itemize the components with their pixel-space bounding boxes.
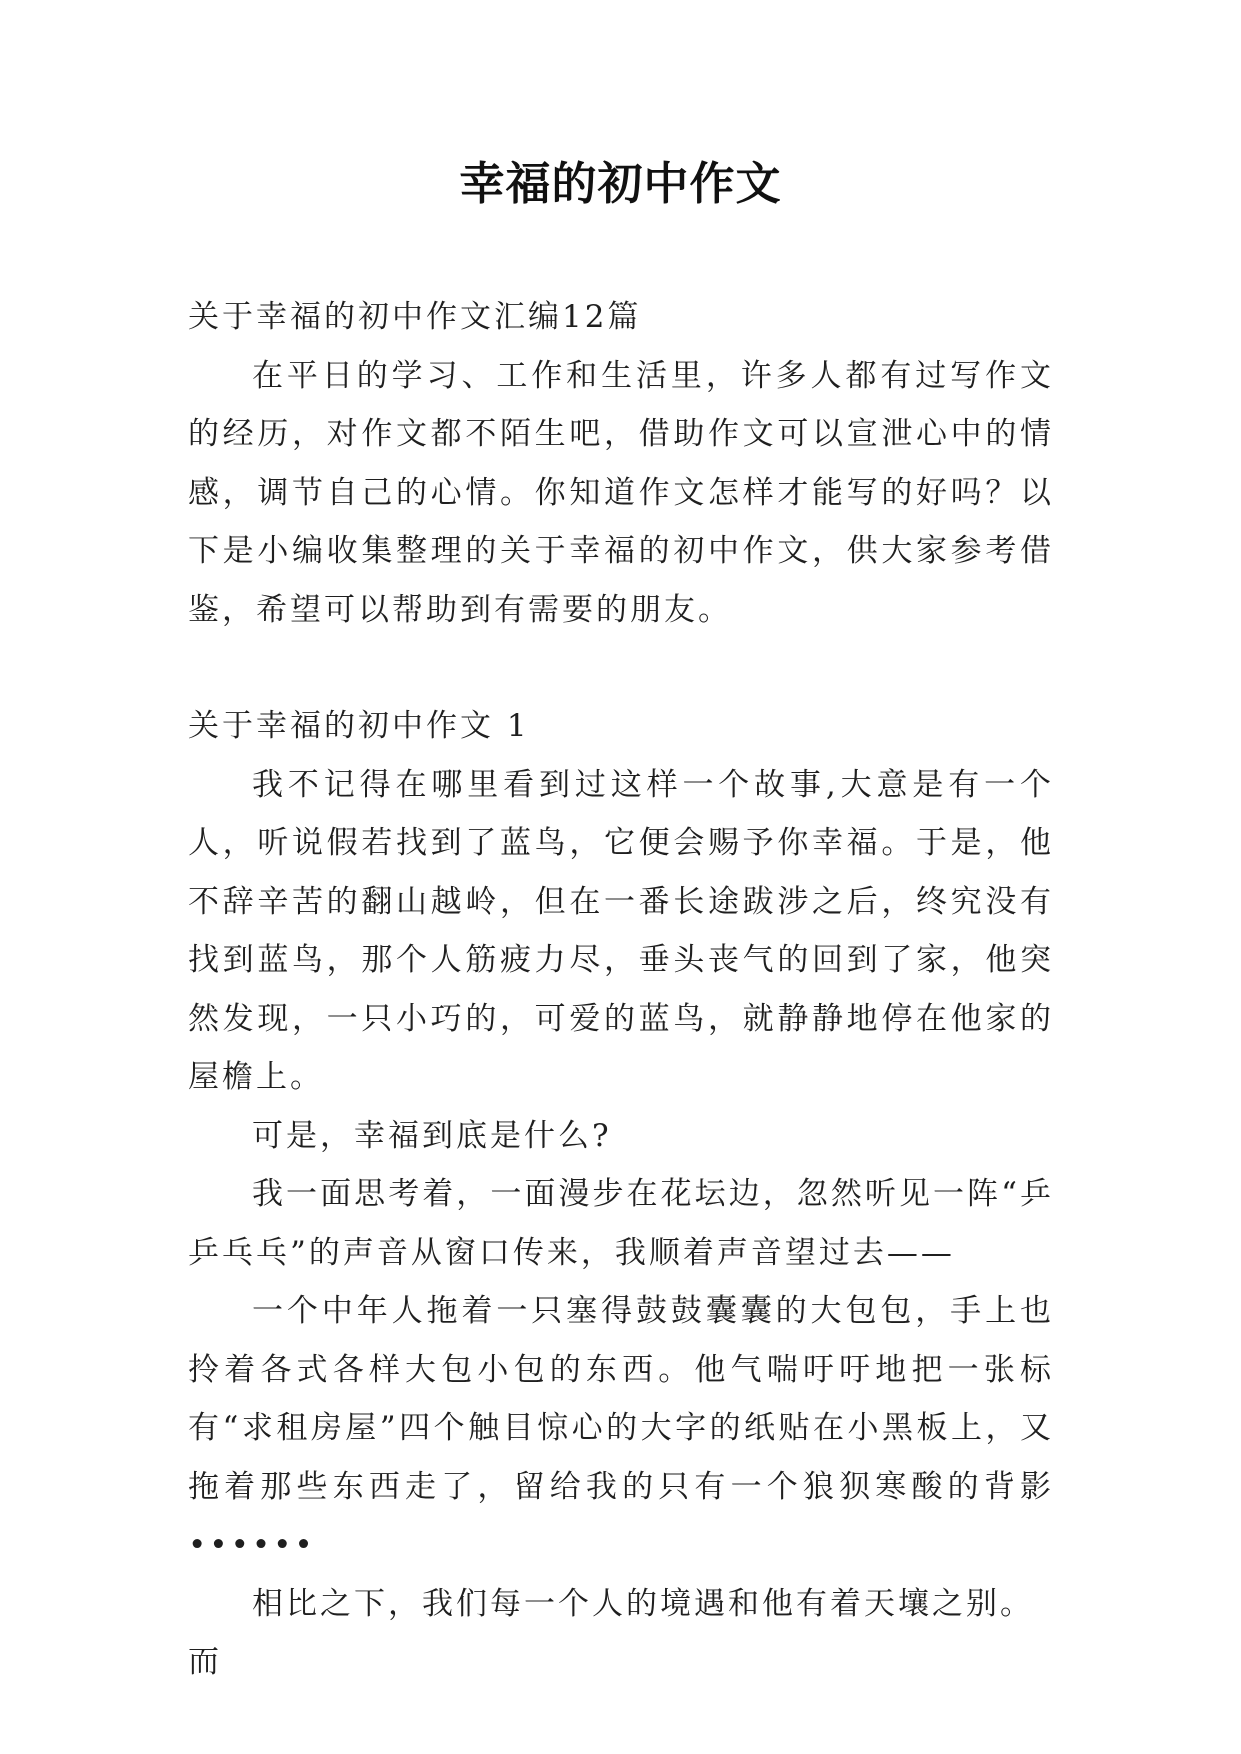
essay-1-paragraph-5: 相比之下，我们每一个人的境遇和他有着天壤之别。而 [188, 1585, 1034, 1680]
collection-heading: 关于幸福的初中作文汇编12篇 [188, 299, 642, 335]
document-body [188, 288, 1054, 1692]
essay-1-paragraph-3: 我一面思考着，一面漫步在花坛边，忽然听见一阵“乒乒乓乓”的声音从窗口传来，我顺着声音望过去—— [188, 1176, 1054, 1271]
essay-1-paragraph-4: 一个中年人拖着一只塞得鼓鼓囊囊的大包包，手上也拎着各式各样大包小包的东西。他气喘吁吁地把一张标有“求租房屋”四个触目惊心的大字的纸贴在小黑板上，又拖着那些东西走了，留给我的只有一个狼狈寒酸的背影•••••• [188, 1293, 1054, 1563]
essay-1-paragraph-1: 我不记得在哪里看到过这样一个故事,大意是有一个人，听说假若找到了蓝鸟，它便会赐予你幸福。于是，他不辞辛苦的翻山越岭，但在一番长途跋涉之后，终究没有找到蓝鸟，那个人筋疲力尽，垂头丧气的回到了家，他突然发现，一只小巧的，可爱的蓝鸟，就静静地停在他家的屋檐上。 [188, 766, 1054, 1095]
essay-1-heading: 关于幸福的初中作文 1 [188, 708, 530, 744]
essay-1-paragraph-2: 可是，幸福到底是什么? [252, 1117, 612, 1154]
section-spacer [188, 639, 1054, 697]
document-title: 幸福的初中作文 [459, 157, 782, 210]
intro-paragraph: 在平日的学习、工作和生活里，许多人都有过写作文的经历，对作文都不陌生吧，借助作文可以宣泄心中的情感，调节自己的心情。你知道作文怎样才能写的好吗？以下是小编收集整理的关于幸福的初中作文，供大家参考借鉴，希望可以帮助到有需要的朋友。 [188, 357, 1054, 628]
